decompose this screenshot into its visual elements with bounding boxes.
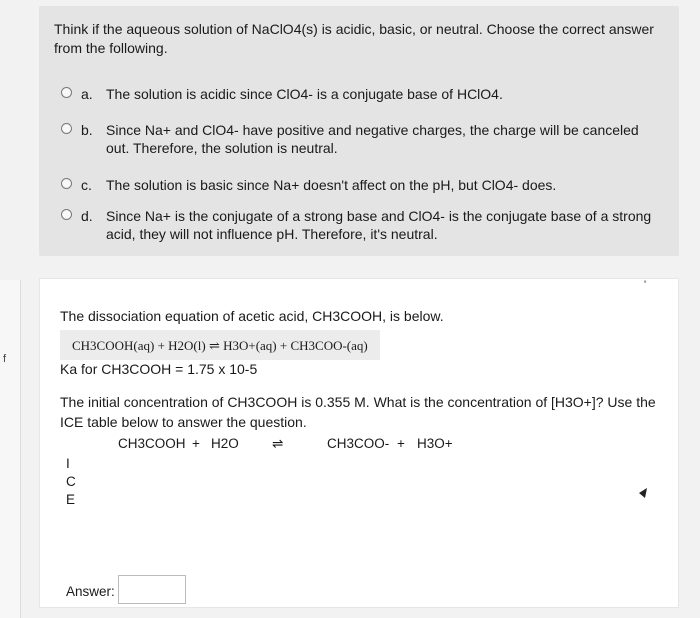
radio-b[interactable] bbox=[61, 123, 72, 134]
option-a-text: The solution is acidic since ClO4- is a conjugate base of HClO4. bbox=[106, 86, 503, 102]
ice-product-2: H3O+ bbox=[417, 436, 453, 451]
ice-plus-1: + bbox=[192, 436, 200, 451]
radio-c[interactable] bbox=[61, 178, 72, 189]
ice-product-1: CH3COO- bbox=[327, 436, 390, 451]
radio-a[interactable] bbox=[61, 87, 72, 98]
mouse-pointer-icon bbox=[638, 487, 648, 499]
answer-input[interactable] bbox=[118, 575, 186, 604]
q2-question: The initial concentration of CH3COOH is 0.355 M. What is the concentration of [H3O+]? Use the ICE table below to answer the question. bbox=[60, 394, 656, 430]
question-1-prompt: Think if the aqueous solution of NaClO4(s) is acidic, basic, or neutral. Choose the correct answer from the following. bbox=[54, 21, 654, 56]
option-d-text: Since Na+ is the conjugate of a strong base and ClO4- is the conjugate base of a strong acid, they will not influence pH. Therefore, it's neutral. bbox=[106, 208, 652, 242]
sidebar-edge-char: f bbox=[3, 353, 7, 365]
option-b-letter: b. bbox=[81, 122, 93, 138]
ice-arrow: ⇌ bbox=[272, 436, 284, 451]
dissociation-equation: CH3COOH(aq) + H2O(l) ⇌ H3O+(aq) + CH3COO-(aq) bbox=[72, 338, 368, 353]
acetic-intro: The dissociation equation of acetic acid, CH3COOH, is below. bbox=[60, 308, 444, 324]
equation-box bbox=[60, 330, 380, 360]
question-1-card bbox=[39, 6, 679, 256]
ice-row-c: C bbox=[66, 474, 76, 489]
tick-mark: ' bbox=[644, 279, 647, 291]
ice-reactant-2: H2O bbox=[211, 436, 239, 451]
option-b-text: Since Na+ and ClO4- have positive and negative charges, the charge will be canceled out. Therefore, the solution is neutral. bbox=[106, 122, 639, 156]
ice-plus-2: + bbox=[397, 436, 405, 451]
option-d-letter: d. bbox=[81, 208, 93, 224]
radio-d[interactable] bbox=[61, 209, 72, 220]
ice-reactant-1: CH3COOH bbox=[118, 436, 186, 451]
option-a-letter: a. bbox=[81, 86, 93, 102]
question-2-card bbox=[39, 278, 679, 608]
answer-label: Answer: bbox=[66, 584, 115, 599]
sidebar-edge bbox=[0, 280, 21, 618]
ice-row-i: I bbox=[66, 456, 70, 471]
ka-text: Ka for CH3COOH = 1.75 x 10-5 bbox=[60, 361, 258, 377]
ice-row-e: E bbox=[66, 492, 76, 507]
option-c-letter: c. bbox=[81, 177, 92, 193]
option-c-text: The solution is basic since Na+ doesn't affect on the pH, but ClO4- does. bbox=[106, 177, 557, 193]
